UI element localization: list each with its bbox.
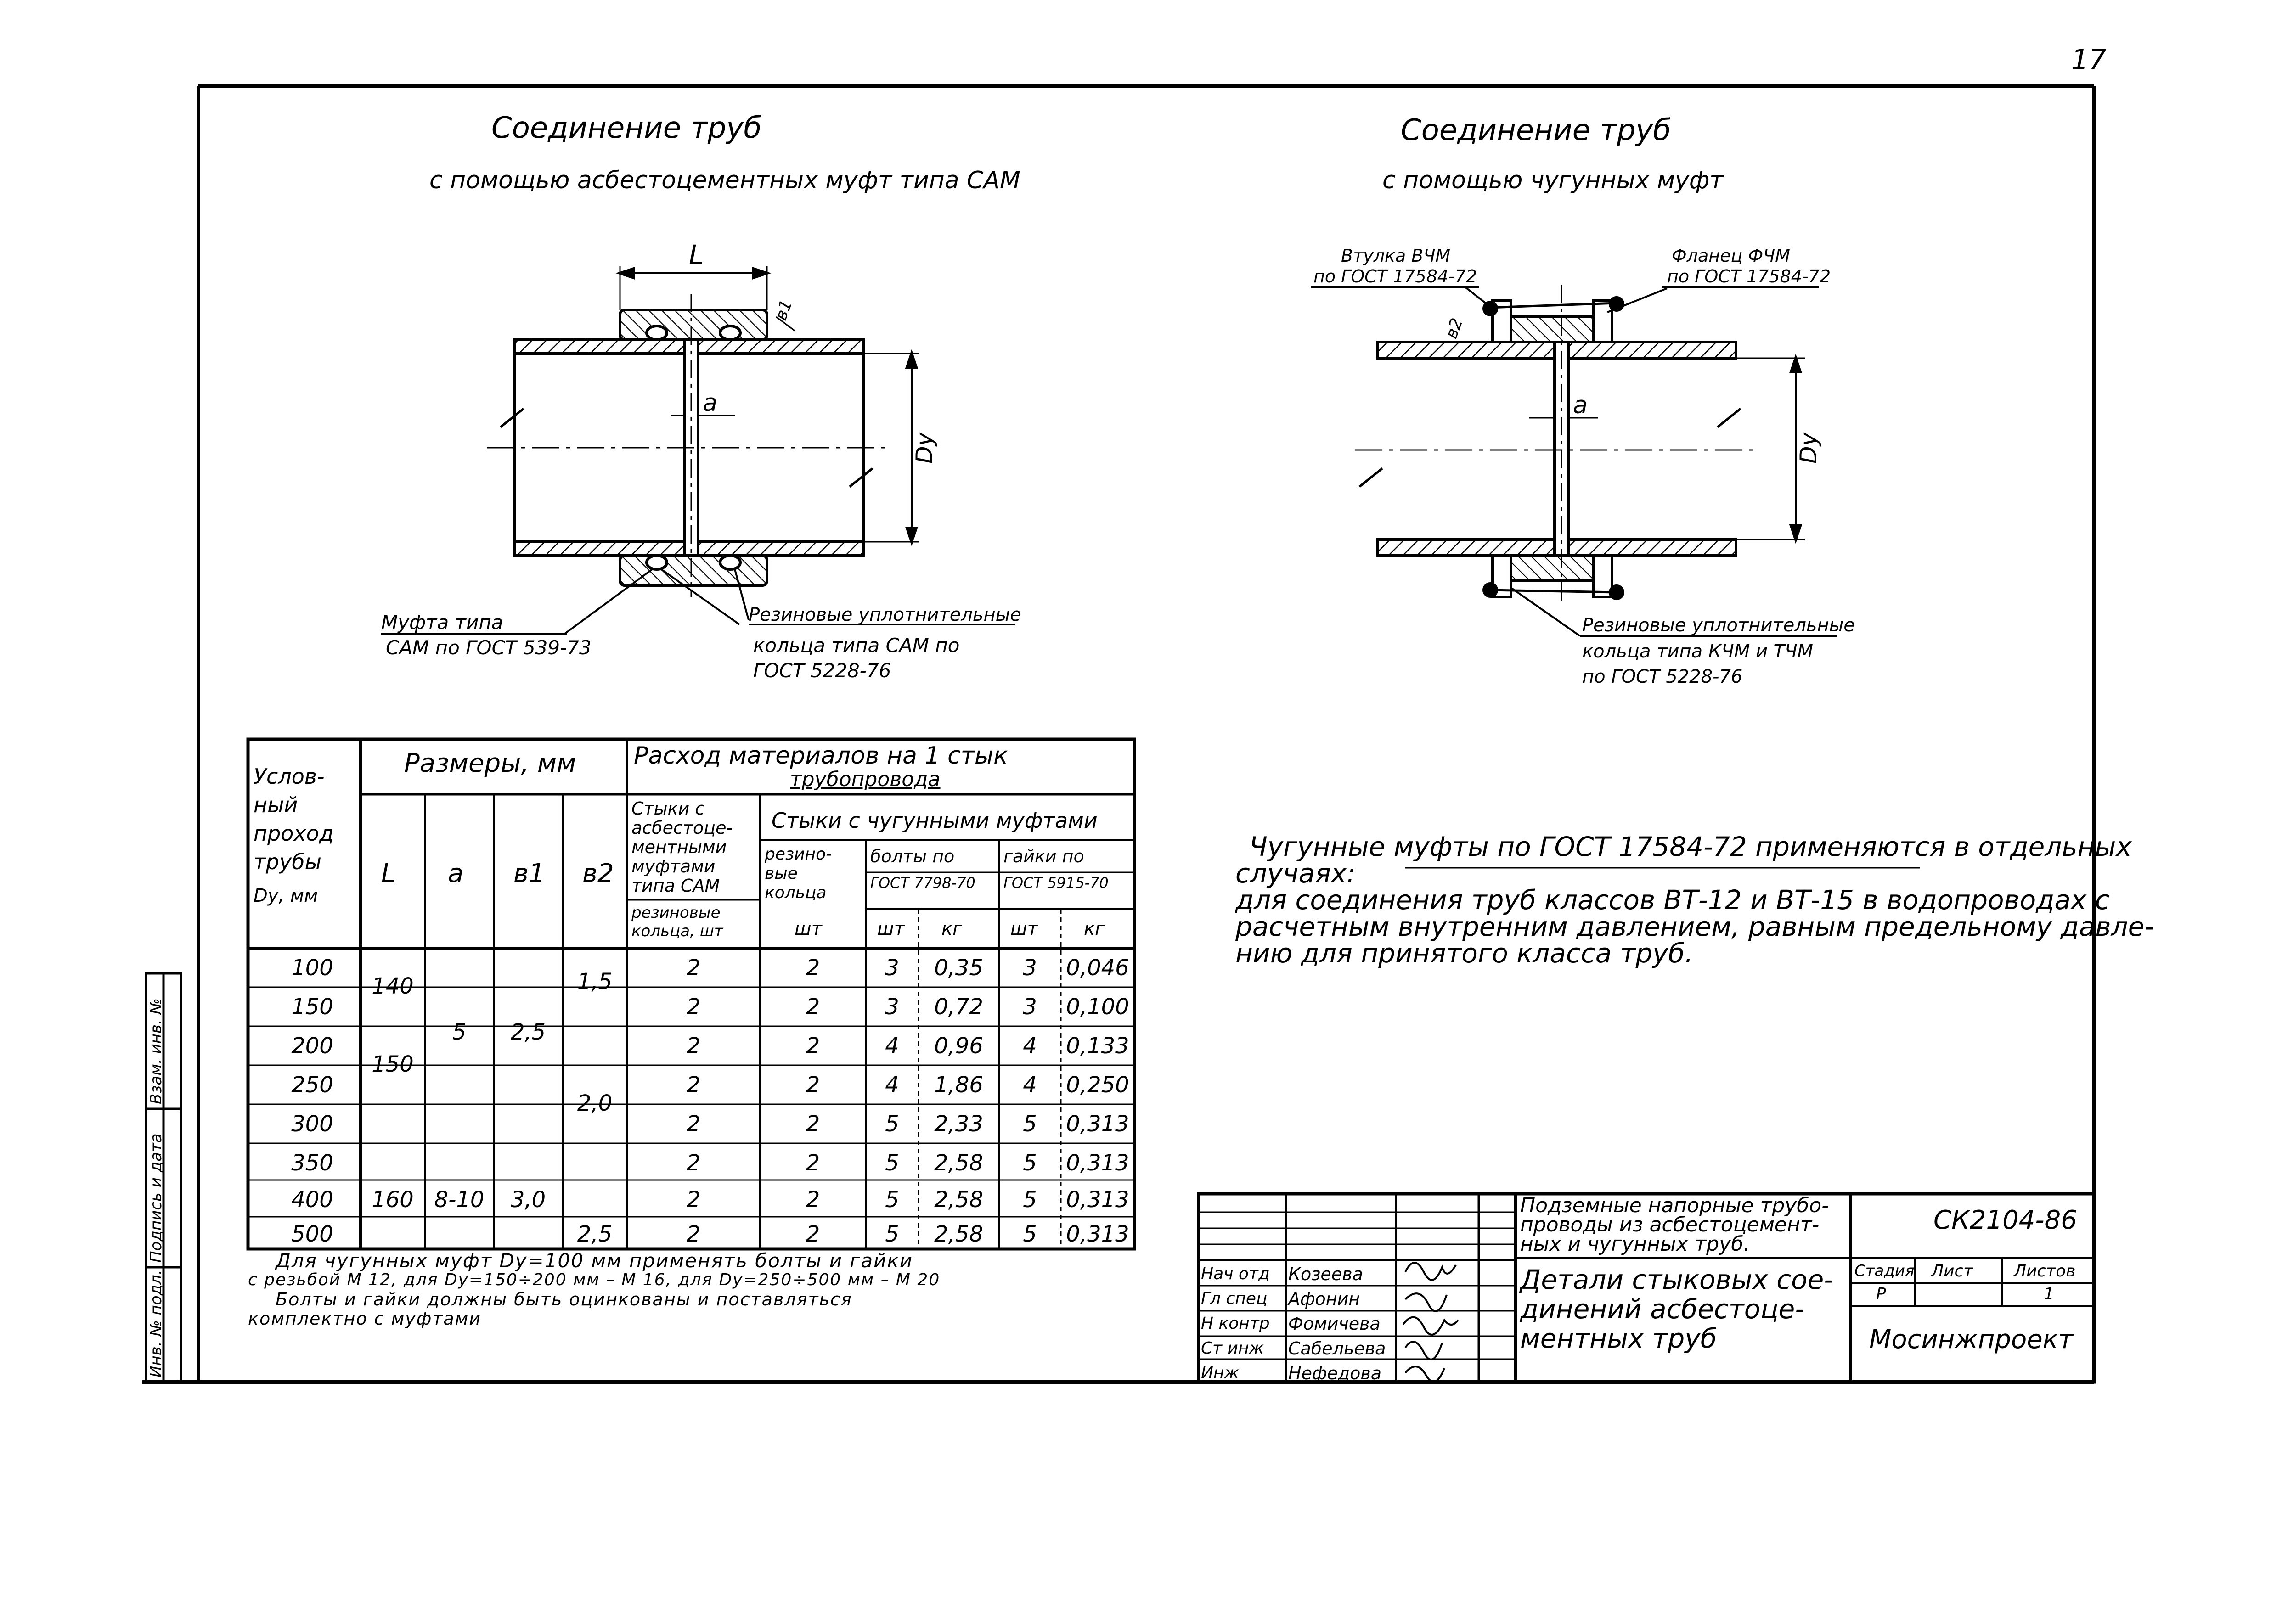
table-cell-nut_kg: 0,313 [1066, 1111, 1129, 1137]
table-cell-dy: 500 [291, 1221, 333, 1247]
table-cell-L: 140 [372, 973, 414, 999]
table-cell-rub: 2 [806, 955, 820, 981]
table-cell-dy: 300 [291, 1111, 333, 1137]
table-cell-nut_n: 5 [1023, 1150, 1037, 1176]
table-cell-bolt_n: 4 [885, 1033, 899, 1059]
table-header-asb-rings: резиновые кольца, шт [631, 904, 723, 940]
table-cell-dy: 150 [291, 994, 333, 1020]
table-cell-dy: 350 [291, 1150, 333, 1176]
table-cell-rub: 2 [806, 1072, 820, 1098]
table-cell-L: 160 [372, 1187, 414, 1213]
table-cell-a: 8-10 [434, 1187, 485, 1213]
right-callout-rings-3: по ГОСТ 5228-76 [1582, 666, 1743, 687]
table-cell-b1: 2,5 [510, 1019, 546, 1045]
table-cell-nut_n: 3 [1023, 955, 1037, 981]
table-header-L: L [381, 859, 396, 888]
table-cell-nut_n: 5 [1023, 1111, 1037, 1137]
table-header-consumption-2: трубопровода [790, 768, 941, 791]
table-header-bolt-pcs: шт [877, 918, 905, 939]
table-cell-L: 150 [372, 1051, 414, 1077]
left-callout-rings-3: ГОСТ 5228-76 [753, 659, 891, 682]
right-dim-Dy: Dу [1795, 432, 1822, 464]
left-dim-L: L [689, 239, 704, 270]
table-cell-bolt_n: 5 [885, 1111, 899, 1137]
title-header-sheet: Лист [1931, 1262, 1973, 1281]
table-header-nuts: гайки по ГОСТ 5915-70 [1003, 846, 1109, 892]
side-stamp-signature: Подпись и дата [147, 1133, 165, 1263]
right-joint-drawing [1311, 285, 1837, 636]
title-stage: Р [1876, 1285, 1886, 1304]
table-cell-nut_kg: 0,100 [1066, 994, 1129, 1020]
left-dim-a: a [703, 389, 717, 417]
right-dim-b2: в2 [1442, 315, 1467, 342]
table-cell-bolt_n: 5 [885, 1187, 899, 1213]
page-number: 17 [2071, 44, 2107, 76]
table-header-a: a [448, 859, 464, 888]
title-organization: Мосинжпроект [1869, 1325, 2074, 1354]
table-header-rubber-unit: шт [795, 918, 822, 939]
table-cell-bolt_kg: 1,86 [934, 1072, 983, 1098]
table-cell-bolt_kg: 0,72 [934, 994, 983, 1020]
title-drawing: Детали стыковых сое- динений асбестоце- ментных труб [1520, 1264, 1834, 1354]
table-cell-nut_n: 3 [1023, 994, 1037, 1020]
table-cell-bolt_n: 4 [885, 1072, 899, 1098]
table-cell-nut_n: 4 [1023, 1072, 1037, 1098]
table-cell-bolt_kg: 2,58 [934, 1150, 983, 1176]
title-project: Подземные напорные трубо- проводы из асбестоцемент- ных и чугунных труб. [1520, 1194, 1829, 1256]
left-dim-b1: в1 [771, 297, 796, 323]
table-cell-bolt_kg: 0,35 [934, 955, 983, 981]
side-stamp-replace: Взам. инв. № [147, 998, 165, 1104]
left-subtitle: с помощью асбестоцементных муфт типа САМ [429, 167, 1020, 194]
table-cell-nut_kg: 0,133 [1066, 1033, 1129, 1059]
left-title: Соединение труб [491, 111, 762, 145]
table-cell-b2: 2,5 [577, 1221, 613, 1247]
table-cell-asb: 2 [686, 1072, 701, 1098]
table-cell-rub: 2 [806, 1033, 820, 1059]
table-cell-bolt_kg: 2,58 [934, 1221, 983, 1247]
left-callout-rings-2: кольца типа САМ по [753, 634, 960, 657]
table-cell-nut_n: 4 [1023, 1033, 1037, 1059]
table-cell-dy: 100 [291, 955, 333, 981]
right-dim-a: a [1573, 392, 1588, 419]
table-header-ci-joints: Стыки с чугунными муфтами [772, 808, 1098, 833]
table-cell-asb: 2 [686, 1111, 701, 1137]
right-callout-rings-2: кольца типа КЧМ и ТЧМ [1582, 641, 1814, 662]
title-roles: Нач отд Гл спец Н контр Ст инж Инж [1201, 1264, 1270, 1382]
table-cell-nut_kg: 0,313 [1066, 1150, 1129, 1176]
table-cell-rub: 2 [806, 1187, 820, 1213]
table-cell-a: 5 [452, 1019, 467, 1045]
table-cell-rub: 2 [806, 1150, 820, 1176]
table-cell-nut_kg: 0,250 [1066, 1072, 1129, 1098]
table-header-nut-pcs: шт [1010, 918, 1038, 939]
table-cell-bolt_n: 3 [885, 994, 899, 1020]
title-names: Козеева Афонин Фомичева Сабельева Нефедова [1288, 1264, 1386, 1383]
table-cell-nut_n: 5 [1023, 1221, 1037, 1247]
table-cell-dy: 250 [291, 1072, 333, 1098]
title-header-stage: Стадия [1854, 1262, 1915, 1280]
table-cell-asb: 2 [686, 1221, 701, 1247]
right-callout-rings-1: Резиновые уплотнительные [1582, 615, 1855, 636]
table-header-asb-joints: Стыки с асбестоце- ментными муфтами типа САМ [631, 798, 733, 896]
table-note: Для чугунных муфт Dу=100 мм применять болты и гайки с резьбой М 12, для Dу=150÷200 мм – М 16, для Dу=250÷500 мм – М 20 Болты и гайки должны быть оцинкованы и поставляться комплектно с муфтами [248, 1249, 941, 1329]
left-dim-Dy: Dу [911, 432, 938, 464]
table-cell-asb: 2 [686, 994, 701, 1020]
table-cell-bolt_kg: 2,33 [934, 1111, 983, 1137]
table-header-bore: Услов- ный проход трубы Dу, мм [254, 764, 334, 906]
table-cell-b1: 3,0 [510, 1187, 546, 1213]
title-sheets: 1 [2044, 1285, 2054, 1304]
table-cell-nut_kg: 0,313 [1066, 1221, 1129, 1247]
table-cell-bolt_n: 5 [885, 1150, 899, 1176]
title-code: СК2104-86 [1933, 1205, 2077, 1235]
table-cell-bolt_kg: 2,58 [934, 1187, 983, 1213]
table-cell-b2: 2,0 [577, 1090, 613, 1116]
table-cell-rub: 2 [806, 1111, 820, 1137]
side-stamp-inventory: Инв. № подл. [147, 1270, 165, 1377]
table-header-bolts: болты по ГОСТ 7798-70 [870, 846, 975, 892]
title-header-sheets: Листов [2014, 1262, 2076, 1281]
table-header-nut-kg: кг [1084, 918, 1105, 939]
table-cell-bolt_kg: 0,96 [934, 1033, 983, 1059]
table-header-consumption-1: Расход материалов на 1 стык [634, 742, 1008, 770]
table-cell-nut_n: 5 [1023, 1187, 1037, 1213]
table-cell-dy: 400 [291, 1187, 333, 1213]
table-cell-bolt_n: 3 [885, 955, 899, 981]
table-cell-asb: 2 [686, 1033, 701, 1059]
table-cell-asb: 2 [686, 955, 701, 981]
table-cell-rub: 2 [806, 994, 820, 1020]
table-header-b2: в2 [582, 859, 614, 888]
table-cell-nut_kg: 0,046 [1066, 955, 1129, 981]
signatures [1403, 1263, 1458, 1382]
right-title: Соединение труб [1401, 113, 1671, 147]
left-callout-coupling-2: САМ по ГОСТ 539-73 [386, 636, 592, 659]
table-cell-nut_kg: 0,313 [1066, 1187, 1129, 1213]
table-cell-b2: 1,5 [577, 969, 613, 995]
table-cell-rub: 2 [806, 1221, 820, 1247]
left-callout-coupling-1: Муфта типа [381, 611, 503, 634]
table-cell-asb: 2 [686, 1187, 701, 1213]
left-callout-rings-1: Резиновые уплотнительные [749, 604, 1021, 625]
table-cell-bolt_n: 5 [885, 1221, 899, 1247]
right-callout-bushing-1: Втулка ВЧМ [1341, 246, 1451, 266]
right-callout-flange-2: по ГОСТ 17584-72 [1667, 266, 1831, 287]
table-header-rubber: резино- вые кольца [765, 845, 832, 902]
table-header-dims: Размеры, мм [404, 748, 576, 778]
table-cell-dy: 200 [291, 1033, 333, 1059]
table-cell-asb: 2 [686, 1150, 701, 1176]
right-note: Чугунные муфты по ГОСТ 17584-72 применяются в отдельных случаях: для соединения труб классов ВТ-12 и ВТ-15 в водопроводах с расчетным внутренним давлением, равным предельному давле- нию для принятого класса труб. [1235, 831, 2154, 969]
right-callout-bushing-2: по ГОСТ 17584-72 [1313, 266, 1477, 287]
right-subtitle: с помощью чугунных муфт [1382, 167, 1724, 194]
right-callout-flange-1: Фланец ФЧМ [1672, 246, 1791, 266]
table-header-b1: в1 [513, 859, 545, 888]
table-header-bolt-kg: кг [941, 918, 963, 939]
